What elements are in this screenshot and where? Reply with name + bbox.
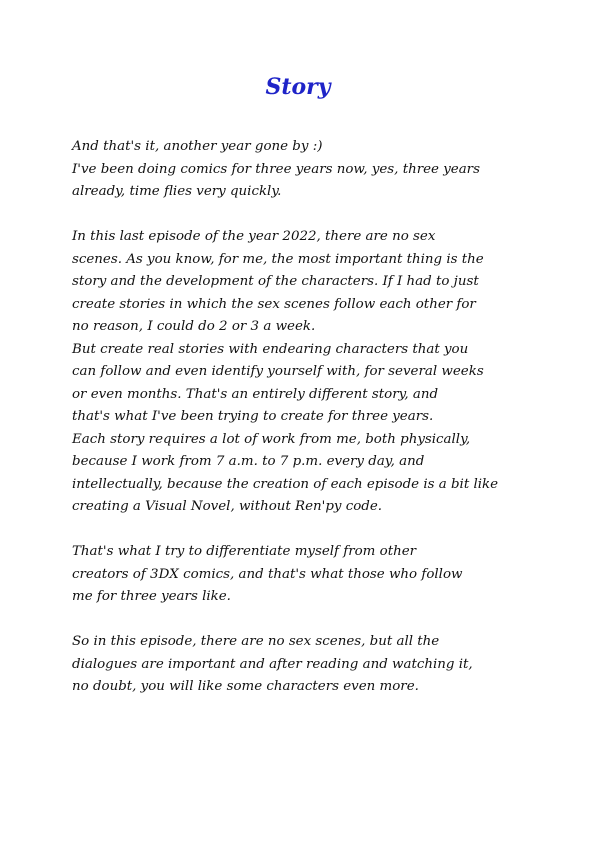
text-line: scenes. As you know, for me, the most important thing is the	[72, 251, 484, 267]
text-line: intellectually, because the creation of each episode is a bit like	[72, 476, 499, 492]
text-line: And that's it, another year gone by :)	[72, 139, 323, 154]
text-line: create stories in which the sex scenes follow each other for	[72, 296, 476, 312]
text-line: In this last episode of the year 2022, there are no sex	[72, 229, 436, 244]
text-line: Each story requires a lot of work from me, both physically,	[72, 431, 471, 447]
text-line: story and the development of the characters. If I had to just	[72, 274, 479, 289]
text-line: creators of 3DX comics, and that's what those who follow	[72, 566, 463, 582]
text-line: me for three years like.	[72, 589, 231, 604]
text-line: no reason, I could do 2 or 3 a week.	[72, 319, 316, 334]
text-line: because I work from 7 a.m. to 7 p.m. every day, and	[72, 454, 425, 469]
text-line: That's what I try to differentiate myself from other	[72, 544, 417, 559]
text-line: So in this episode, there are no sex scenes, but all the	[72, 634, 440, 649]
paragraph-intro	[72, 136, 542, 204]
text-line: dialogues are important and after reading and watching it,	[72, 656, 473, 672]
text-line: I've been doing comics for three years now, yes, three years	[72, 161, 480, 177]
text-line: can follow and even identify yourself with, for several weeks	[72, 364, 484, 379]
paragraph-differentiate	[72, 541, 542, 609]
page-title: Story	[265, 74, 331, 100]
text-line: creating a Visual Novel, without Ren'py code.	[72, 499, 383, 514]
text-line: already, time flies very quickly.	[72, 184, 282, 199]
text-line: no doubt, you will like some characters even more.	[72, 679, 419, 694]
paragraph-episode	[72, 226, 542, 519]
paragraph-conclusion	[72, 631, 542, 699]
story-body	[72, 136, 542, 721]
text-line: or even months. That's an entirely different story, and	[72, 386, 439, 402]
text-line: that's what I've been trying to create for three years.	[72, 409, 434, 424]
text-line: But create real stories with endearing characters that you	[72, 341, 469, 357]
